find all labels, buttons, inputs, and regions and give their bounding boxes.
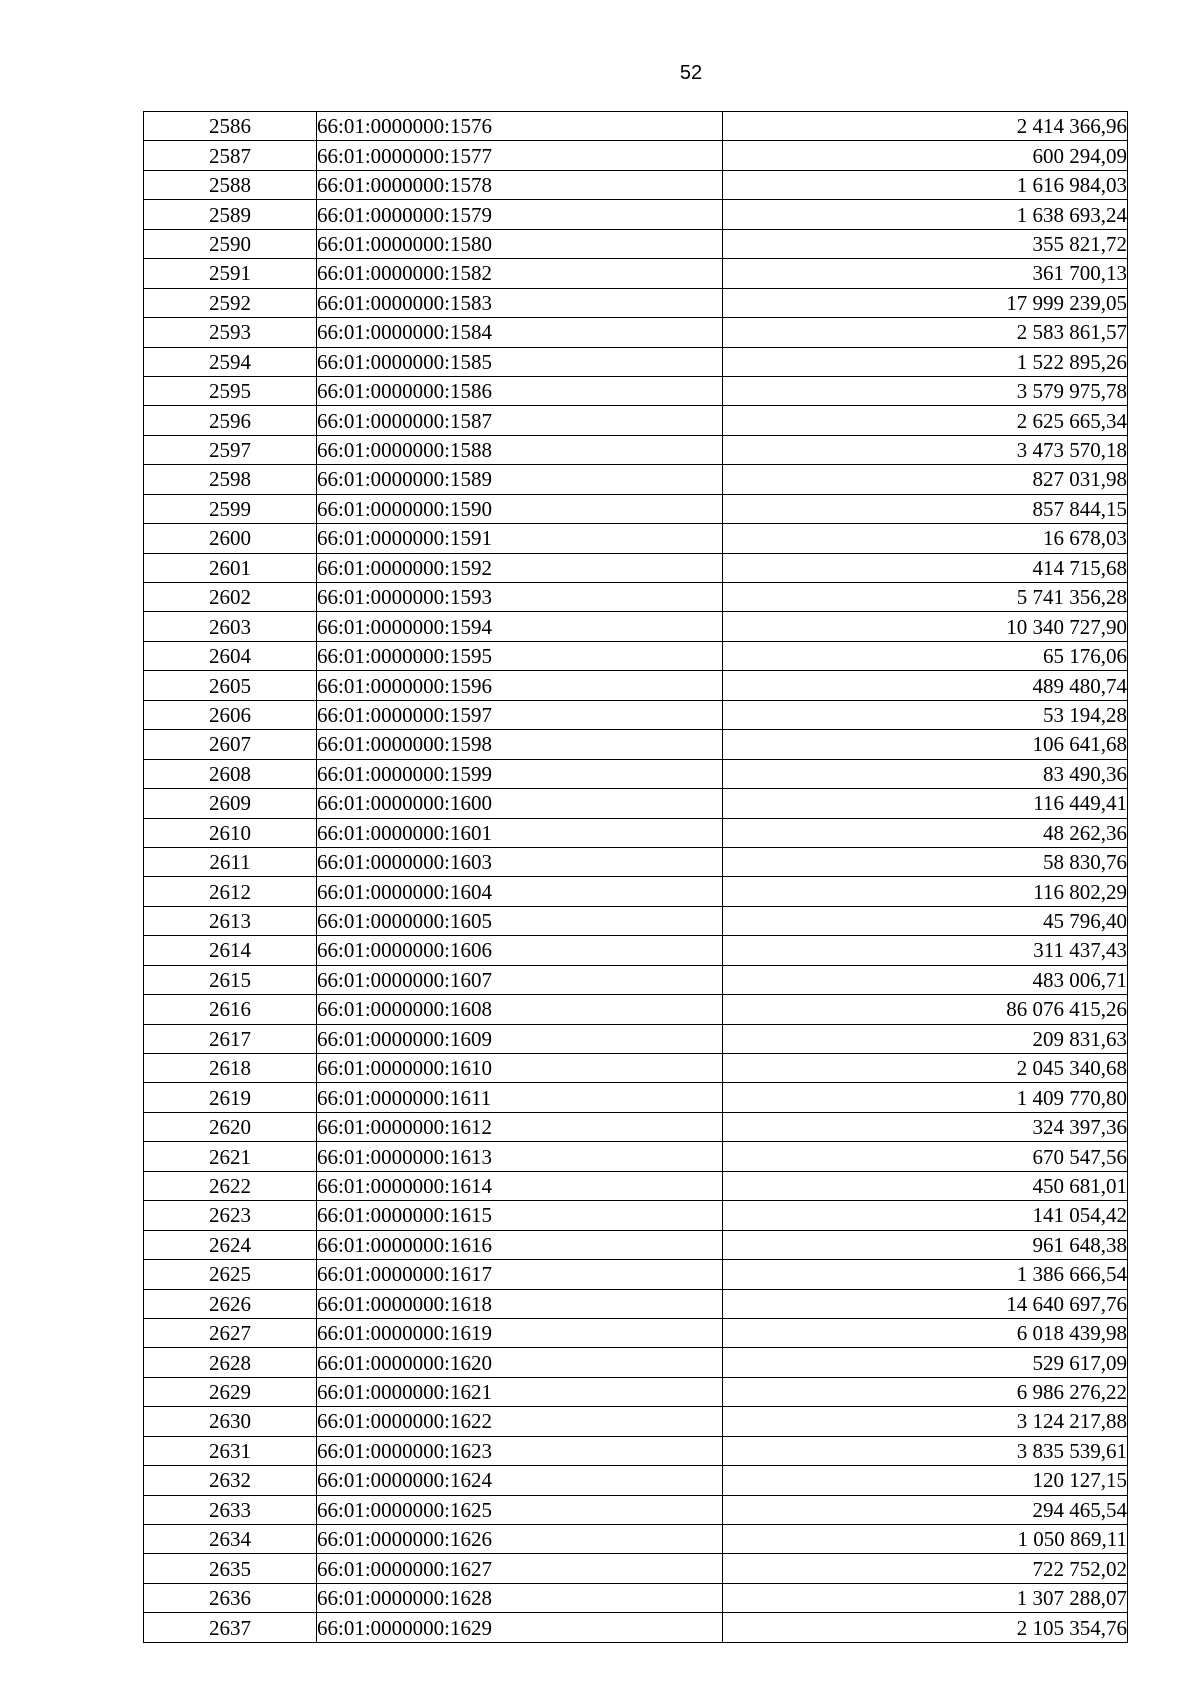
row-number-cell: 2614 — [144, 936, 317, 965]
row-number-cell: 2595 — [144, 376, 317, 405]
cadastral-number-cell: 66:01:0000000:1608 — [317, 995, 723, 1024]
table-row — [144, 759, 1128, 788]
row-number-cell: 2620 — [144, 1112, 317, 1141]
cadastral-number-cell: 66:01:0000000:1613 — [317, 1142, 723, 1171]
cadastral-value-cell: 10 340 727,90 — [723, 612, 1128, 641]
row-number-cell: 2586 — [144, 112, 317, 141]
table-row — [144, 847, 1128, 876]
row-number-cell: 2617 — [144, 1024, 317, 1053]
cadastral-value-cell: 1 616 984,03 — [723, 170, 1128, 199]
cadastral-number-cell: 66:01:0000000:1592 — [317, 553, 723, 582]
cadastral-value-cell: 48 262,36 — [723, 818, 1128, 847]
table-row — [144, 524, 1128, 553]
row-number-cell: 2594 — [144, 347, 317, 376]
cadastral-number-cell: 66:01:0000000:1620 — [317, 1348, 723, 1377]
cadastral-value-table — [143, 111, 1128, 1643]
table-row — [144, 1142, 1128, 1171]
cadastral-value-cell: 120 127,15 — [723, 1466, 1128, 1495]
table-row — [144, 406, 1128, 435]
cadastral-number-cell: 66:01:0000000:1627 — [317, 1554, 723, 1583]
cadastral-number-cell: 66:01:0000000:1580 — [317, 229, 723, 258]
cadastral-value-cell: 3 124 217,88 — [723, 1407, 1128, 1436]
cadastral-number-cell: 66:01:0000000:1590 — [317, 494, 723, 523]
cadastral-value-cell: 722 752,02 — [723, 1554, 1128, 1583]
cadastral-value-cell: 489 480,74 — [723, 671, 1128, 700]
table-row — [144, 1201, 1128, 1230]
table-row — [144, 1407, 1128, 1436]
cadastral-value-cell: 2 105 354,76 — [723, 1613, 1128, 1642]
row-number-cell: 2627 — [144, 1318, 317, 1347]
cadastral-value-cell: 53 194,28 — [723, 700, 1128, 729]
row-number-cell: 2629 — [144, 1377, 317, 1406]
row-number-cell: 2601 — [144, 553, 317, 582]
table-row — [144, 965, 1128, 994]
table-row — [144, 1171, 1128, 1200]
table-row — [144, 141, 1128, 170]
row-number-cell: 2626 — [144, 1289, 317, 1318]
row-number-cell: 2612 — [144, 877, 317, 906]
table-row — [144, 229, 1128, 258]
cadastral-number-cell: 66:01:0000000:1594 — [317, 612, 723, 641]
row-number-cell: 2590 — [144, 229, 317, 258]
cadastral-number-cell: 66:01:0000000:1595 — [317, 641, 723, 670]
cadastral-value-cell: 2 625 665,34 — [723, 406, 1128, 435]
cadastral-value-cell: 83 490,36 — [723, 759, 1128, 788]
row-number-cell: 2592 — [144, 288, 317, 317]
table-row — [144, 1112, 1128, 1141]
table-body — [144, 112, 1128, 1643]
cadastral-number-cell: 66:01:0000000:1586 — [317, 376, 723, 405]
cadastral-number-cell: 66:01:0000000:1597 — [317, 700, 723, 729]
cadastral-number-cell: 66:01:0000000:1591 — [317, 524, 723, 553]
cadastral-value-cell: 529 617,09 — [723, 1348, 1128, 1377]
cadastral-number-cell: 66:01:0000000:1598 — [317, 730, 723, 759]
cadastral-number-cell: 66:01:0000000:1621 — [317, 1377, 723, 1406]
cadastral-value-cell: 670 547,56 — [723, 1142, 1128, 1171]
cadastral-value-cell: 1 522 895,26 — [723, 347, 1128, 376]
cadastral-number-cell: 66:01:0000000:1600 — [317, 789, 723, 818]
table-row — [144, 376, 1128, 405]
row-number-cell: 2613 — [144, 906, 317, 935]
table-row — [144, 1024, 1128, 1053]
table-row — [144, 318, 1128, 347]
table-row — [144, 1054, 1128, 1083]
cadastral-number-cell: 66:01:0000000:1584 — [317, 318, 723, 347]
row-number-cell: 2616 — [144, 995, 317, 1024]
table-row — [144, 1083, 1128, 1112]
cadastral-number-cell: 66:01:0000000:1603 — [317, 847, 723, 876]
cadastral-value-cell: 58 830,76 — [723, 847, 1128, 876]
row-number-cell: 2618 — [144, 1054, 317, 1083]
table-row — [144, 200, 1128, 229]
cadastral-number-cell: 66:01:0000000:1579 — [317, 200, 723, 229]
table-row — [144, 553, 1128, 582]
cadastral-value-cell: 1 050 869,11 — [723, 1525, 1128, 1554]
cadastral-value-cell: 3 835 539,61 — [723, 1436, 1128, 1465]
row-number-cell: 2602 — [144, 583, 317, 612]
cadastral-value-cell: 17 999 239,05 — [723, 288, 1128, 317]
cadastral-number-cell: 66:01:0000000:1607 — [317, 965, 723, 994]
table-row — [144, 170, 1128, 199]
table-row — [144, 1348, 1128, 1377]
cadastral-value-cell: 2 045 340,68 — [723, 1054, 1128, 1083]
cadastral-number-cell: 66:01:0000000:1596 — [317, 671, 723, 700]
row-number-cell: 2632 — [144, 1466, 317, 1495]
cadastral-number-cell: 66:01:0000000:1609 — [317, 1024, 723, 1053]
row-number-cell: 2628 — [144, 1348, 317, 1377]
cadastral-value-cell: 45 796,40 — [723, 906, 1128, 935]
cadastral-value-cell: 3 579 975,78 — [723, 376, 1128, 405]
row-number-cell: 2609 — [144, 789, 317, 818]
cadastral-number-cell: 66:01:0000000:1622 — [317, 1407, 723, 1436]
cadastral-value-cell: 1 638 693,24 — [723, 200, 1128, 229]
row-number-cell: 2593 — [144, 318, 317, 347]
cadastral-value-cell: 324 397,36 — [723, 1112, 1128, 1141]
cadastral-value-cell: 6 986 276,22 — [723, 1377, 1128, 1406]
cadastral-number-cell: 66:01:0000000:1626 — [317, 1525, 723, 1554]
cadastral-value-cell: 414 715,68 — [723, 553, 1128, 582]
cadastral-value-cell: 1 409 770,80 — [723, 1083, 1128, 1112]
cadastral-value-cell: 961 648,38 — [723, 1230, 1128, 1259]
row-number-cell: 2633 — [144, 1495, 317, 1524]
table-row — [144, 494, 1128, 523]
table-row — [144, 112, 1128, 141]
table-row — [144, 1436, 1128, 1465]
cadastral-value-cell: 5 741 356,28 — [723, 583, 1128, 612]
table-row — [144, 435, 1128, 464]
row-number-cell: 2636 — [144, 1583, 317, 1612]
cadastral-value-cell: 311 437,43 — [723, 936, 1128, 965]
cadastral-number-cell: 66:01:0000000:1629 — [317, 1613, 723, 1642]
table-row — [144, 700, 1128, 729]
cadastral-number-cell: 66:01:0000000:1576 — [317, 112, 723, 141]
cadastral-number-cell: 66:01:0000000:1628 — [317, 1583, 723, 1612]
row-number-cell: 2615 — [144, 965, 317, 994]
row-number-cell: 2599 — [144, 494, 317, 523]
cadastral-number-cell: 66:01:0000000:1588 — [317, 435, 723, 464]
table-row — [144, 1525, 1128, 1554]
cadastral-value-cell: 6 018 439,98 — [723, 1318, 1128, 1347]
table-row — [144, 730, 1128, 759]
table-row — [144, 1377, 1128, 1406]
cadastral-value-cell: 483 006,71 — [723, 965, 1128, 994]
table-row — [144, 1260, 1128, 1289]
cadastral-number-cell: 66:01:0000000:1612 — [317, 1112, 723, 1141]
cadastral-number-cell: 66:01:0000000:1601 — [317, 818, 723, 847]
row-number-cell: 2605 — [144, 671, 317, 700]
row-number-cell: 2631 — [144, 1436, 317, 1465]
cadastral-value-cell: 209 831,63 — [723, 1024, 1128, 1053]
cadastral-number-cell: 66:01:0000000:1604 — [317, 877, 723, 906]
cadastral-number-cell: 66:01:0000000:1619 — [317, 1318, 723, 1347]
cadastral-value-cell: 2 583 861,57 — [723, 318, 1128, 347]
table-row — [144, 583, 1128, 612]
cadastral-number-cell: 66:01:0000000:1618 — [317, 1289, 723, 1318]
cadastral-value-cell: 1 307 288,07 — [723, 1583, 1128, 1612]
cadastral-number-cell: 66:01:0000000:1599 — [317, 759, 723, 788]
table-row — [144, 288, 1128, 317]
row-number-cell: 2624 — [144, 1230, 317, 1259]
table-row — [144, 347, 1128, 376]
table-row — [144, 259, 1128, 288]
row-number-cell: 2637 — [144, 1613, 317, 1642]
cadastral-number-cell: 66:01:0000000:1617 — [317, 1260, 723, 1289]
row-number-cell: 2600 — [144, 524, 317, 553]
cadastral-number-cell: 66:01:0000000:1610 — [317, 1054, 723, 1083]
table-row — [144, 1318, 1128, 1347]
cadastral-number-cell: 66:01:0000000:1623 — [317, 1436, 723, 1465]
cadastral-number-cell: 66:01:0000000:1583 — [317, 288, 723, 317]
table-row — [144, 612, 1128, 641]
table-row — [144, 1495, 1128, 1524]
row-number-cell: 2634 — [144, 1525, 317, 1554]
cadastral-value-cell: 141 054,42 — [723, 1201, 1128, 1230]
cadastral-value-cell: 16 678,03 — [723, 524, 1128, 553]
cadastral-number-cell: 66:01:0000000:1611 — [317, 1083, 723, 1112]
cadastral-value-cell: 355 821,72 — [723, 229, 1128, 258]
row-number-cell: 2587 — [144, 141, 317, 170]
cadastral-value-cell: 857 844,15 — [723, 494, 1128, 523]
cadastral-number-cell: 66:01:0000000:1615 — [317, 1201, 723, 1230]
cadastral-number-cell: 66:01:0000000:1577 — [317, 141, 723, 170]
table-row — [144, 906, 1128, 935]
cadastral-value-cell: 65 176,06 — [723, 641, 1128, 670]
cadastral-number-cell: 66:01:0000000:1593 — [317, 583, 723, 612]
row-number-cell: 2606 — [144, 700, 317, 729]
cadastral-value-cell: 450 681,01 — [723, 1171, 1128, 1200]
row-number-cell: 2621 — [144, 1142, 317, 1171]
table-row — [144, 1289, 1128, 1318]
table-row — [144, 1554, 1128, 1583]
table-row — [144, 641, 1128, 670]
row-number-cell: 2597 — [144, 435, 317, 464]
row-number-cell: 2625 — [144, 1260, 317, 1289]
cadastral-number-cell: 66:01:0000000:1582 — [317, 259, 723, 288]
table-row — [144, 465, 1128, 494]
cadastral-number-cell: 66:01:0000000:1616 — [317, 1230, 723, 1259]
cadastral-number-cell: 66:01:0000000:1585 — [317, 347, 723, 376]
row-number-cell: 2611 — [144, 847, 317, 876]
page-number: 52 — [679, 62, 703, 84]
cadastral-value-cell: 2 414 366,96 — [723, 112, 1128, 141]
table-row — [144, 877, 1128, 906]
cadastral-number-cell: 66:01:0000000:1625 — [317, 1495, 723, 1524]
cadastral-value-cell: 14 640 697,76 — [723, 1289, 1128, 1318]
table-row — [144, 1583, 1128, 1612]
cadastral-value-cell: 116 449,41 — [723, 789, 1128, 818]
cadastral-number-cell: 66:01:0000000:1614 — [317, 1171, 723, 1200]
row-number-cell: 2623 — [144, 1201, 317, 1230]
cadastral-value-cell: 600 294,09 — [723, 141, 1128, 170]
row-number-cell: 2591 — [144, 259, 317, 288]
row-number-cell: 2610 — [144, 818, 317, 847]
cadastral-number-cell: 66:01:0000000:1605 — [317, 906, 723, 935]
table-row — [144, 936, 1128, 965]
row-number-cell: 2630 — [144, 1407, 317, 1436]
cadastral-number-cell: 66:01:0000000:1578 — [317, 170, 723, 199]
row-number-cell: 2603 — [144, 612, 317, 641]
cadastral-number-cell: 66:01:0000000:1589 — [317, 465, 723, 494]
table-row — [144, 1466, 1128, 1495]
table-row — [144, 671, 1128, 700]
table-row — [144, 1230, 1128, 1259]
cadastral-value-cell: 827 031,98 — [723, 465, 1128, 494]
row-number-cell: 2608 — [144, 759, 317, 788]
cadastral-value-cell: 86 076 415,26 — [723, 995, 1128, 1024]
cadastral-value-cell: 1 386 666,54 — [723, 1260, 1128, 1289]
row-number-cell: 2604 — [144, 641, 317, 670]
table-row — [144, 1613, 1128, 1642]
row-number-cell: 2619 — [144, 1083, 317, 1112]
cadastral-value-cell: 116 802,29 — [723, 877, 1128, 906]
cadastral-value-cell: 3 473 570,18 — [723, 435, 1128, 464]
row-number-cell: 2588 — [144, 170, 317, 199]
table-row — [144, 818, 1128, 847]
cadastral-value-cell: 294 465,54 — [723, 1495, 1128, 1524]
cadastral-number-cell: 66:01:0000000:1606 — [317, 936, 723, 965]
row-number-cell: 2622 — [144, 1171, 317, 1200]
row-number-cell: 2598 — [144, 465, 317, 494]
row-number-cell: 2589 — [144, 200, 317, 229]
row-number-cell: 2607 — [144, 730, 317, 759]
cadastral-number-cell: 66:01:0000000:1624 — [317, 1466, 723, 1495]
cadastral-number-cell: 66:01:0000000:1587 — [317, 406, 723, 435]
table-row — [144, 995, 1128, 1024]
cadastral-value-cell: 106 641,68 — [723, 730, 1128, 759]
row-number-cell: 2596 — [144, 406, 317, 435]
cadastral-value-cell: 361 700,13 — [723, 259, 1128, 288]
table-row — [144, 789, 1128, 818]
row-number-cell: 2635 — [144, 1554, 317, 1583]
